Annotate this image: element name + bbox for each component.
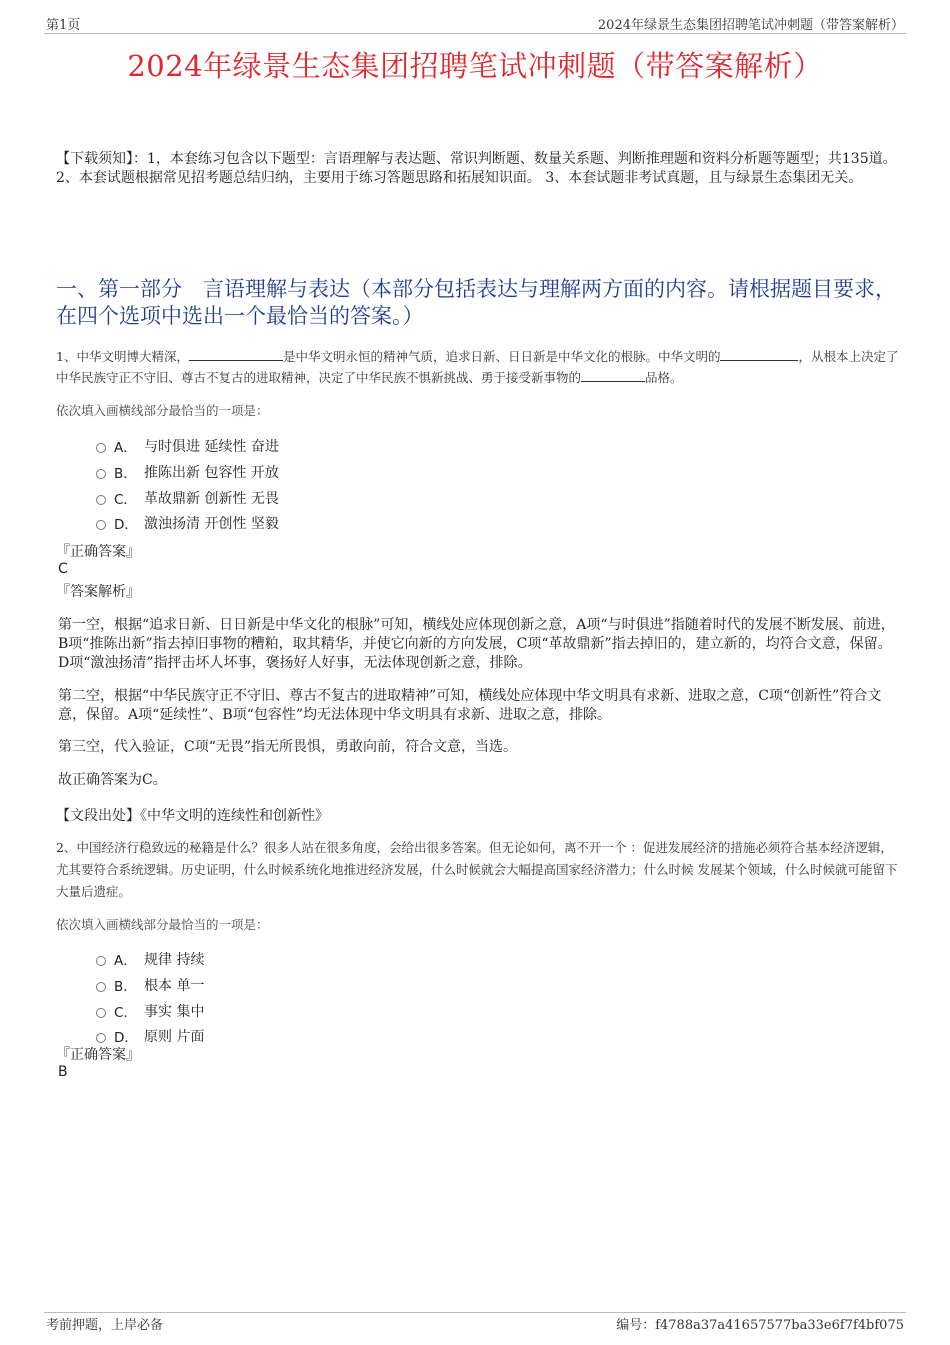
radio-icon[interactable] xyxy=(96,520,106,530)
question-1-analysis-label: 『答案解析』 xyxy=(56,584,140,600)
footer-divider xyxy=(44,1312,906,1313)
option-text: 激浊扬清 开创性 坚毅 xyxy=(144,516,279,532)
question-1-option-a[interactable] xyxy=(96,436,279,456)
analysis-paragraph-3: 第三空，代入验证，C项“无畏”指无所畏惧，勇敢向前，符合文意，当选。 xyxy=(58,739,518,755)
question-1-option-b[interactable] xyxy=(96,462,279,482)
question-1-answer: C xyxy=(58,561,68,577)
footer-slogan: 考前押题，上岸必备 xyxy=(46,1318,164,1333)
footer-doc-id: 编号：f4788a37a41657577ba33e6f7f4bf075 xyxy=(616,1318,904,1333)
question-1-text xyxy=(56,346,902,388)
question-1-prompt: 依次填入画横线部分最恰当的一项是： xyxy=(56,403,269,418)
question-1-answer-label: 『正确答案』 xyxy=(56,544,140,560)
question-1-part-a: 1、中华文明博大精深， xyxy=(56,349,189,364)
question-2-option-d[interactable] xyxy=(96,1026,204,1046)
question-2-option-b[interactable] xyxy=(96,975,204,995)
header-page-number: 第1页 xyxy=(46,18,81,33)
question-2-answer-label: 『正确答案』 xyxy=(56,1047,140,1063)
section-heading: 一、第一部分 言语理解与表达（本部分包括表达与理解两方面的内容。请根据题目要求，在四个选项中选出一个最恰当的答案。） xyxy=(56,277,896,328)
option-letter: A． xyxy=(114,953,137,969)
question-2-prompt: 依次填入画横线部分最恰当的一项是： xyxy=(56,917,269,932)
option-text: 推陈出新 包容性 开放 xyxy=(144,465,279,481)
header-divider xyxy=(44,33,906,34)
option-text: 根本 单一 xyxy=(144,978,205,994)
radio-icon[interactable] xyxy=(96,443,106,453)
question-1-part-b: 是中华文明永恒的精神气质，追求日新、日日新是中华文化的根脉。中华文明的 xyxy=(282,349,721,364)
option-letter: B． xyxy=(114,979,137,995)
question-2-answer: B xyxy=(58,1064,68,1080)
question-1-option-c[interactable] xyxy=(96,488,279,508)
page-title: 2024年绿景生态集团招聘笔试冲刺题（带答案解析） xyxy=(127,49,823,83)
blank-2 xyxy=(720,348,798,361)
radio-icon[interactable] xyxy=(96,1008,106,1018)
download-notice: 【下载须知】：1，本套练习包含以下题型：言语理解与表达题、常识判断题、数量关系题、判断推理题和资料分析题等题型；共135道。 2、本套试题根据常见招考题总结归纳，主要用于练习答题思路和拓展知识面。 3、本套试题非考试真题，且与绿景生态集团无关。 xyxy=(56,151,897,186)
analysis-paragraph-1: 第一空，根据“追求日新、日日新是中华文化的根脉”可知，横线处应体现创新之意，A项“与时俱进”指随着时代的发展不断发展、前进，B项“推陈出新”指去掉旧事物的糟粕，取其精华，并使它向新的方向发展，C项“革故鼎新”指去掉旧的，建立新的，均符合文意，保留。D项“激浊扬清”指抨击坏人坏事，褒扬好人好事，无法体现创新之意，排除。 xyxy=(58,617,895,671)
question-2-text: 2、中国经济行稳致远的秘籍是什么？很多人站在很多角度，会给出很多答案。但无论如何，离不开一个 ：促进发展经济的措施必须符合基本经济逻辑，尤其要符合系统逻辑。历史证明，什么时候系统化地推进经济发展，什么时候就会大幅提高国家经济潜力；什么时候 发展某个领域，什么时候就可能留下大量后遗症。 xyxy=(56,840,898,899)
option-letter: D． xyxy=(114,1030,138,1046)
analysis-paragraph-2: 第二空，根据“中华民族守正不守旧、尊古不复古的进取精神”可知，横线处应体现中华文明具有求新、进取之意，C项“创新性”符合文意，保留。A项“延续性”、B项“包容性”均无法体现中华文明具有求新、进取之意，排除。 xyxy=(58,688,882,723)
header-doc-title: 2024年绿景生态集团招聘笔试冲刺题（带答案解析） xyxy=(597,18,904,33)
option-letter: C． xyxy=(114,1005,137,1021)
blank-1 xyxy=(189,348,283,361)
question-2-option-c[interactable] xyxy=(96,1001,204,1021)
question-2-option-a[interactable] xyxy=(96,949,204,969)
option-letter: B． xyxy=(114,466,137,482)
option-text: 原则 片面 xyxy=(144,1029,205,1045)
option-letter: D． xyxy=(114,517,138,533)
blank-3 xyxy=(581,369,645,382)
question-1-part-c: ，从根本上决定了中华民族守正不守旧、尊古不复古的进取精神，决定了中华民族不惧新挑战、勇于接受新事物的 xyxy=(56,349,899,385)
radio-icon[interactable] xyxy=(96,495,106,505)
radio-icon[interactable] xyxy=(96,982,106,992)
option-letter: A． xyxy=(114,440,137,456)
question-1-source: 【文段出处】《中华文明的连续性和创新性》 xyxy=(56,808,329,824)
analysis-conclusion: 故正确答案为C。 xyxy=(58,772,167,788)
radio-icon[interactable] xyxy=(96,1033,106,1043)
option-text: 规律 持续 xyxy=(144,952,205,968)
question-1-option-d[interactable] xyxy=(96,513,279,533)
radio-icon[interactable] xyxy=(96,956,106,966)
option-text: 事实 集中 xyxy=(144,1004,205,1020)
option-letter: C． xyxy=(114,492,137,508)
question-1-part-d: 品格。 xyxy=(645,370,683,385)
option-text: 革故鼎新 创新性 无畏 xyxy=(144,491,279,507)
radio-icon[interactable] xyxy=(96,469,106,479)
option-text: 与时俱进 延续性 奋进 xyxy=(144,439,279,455)
